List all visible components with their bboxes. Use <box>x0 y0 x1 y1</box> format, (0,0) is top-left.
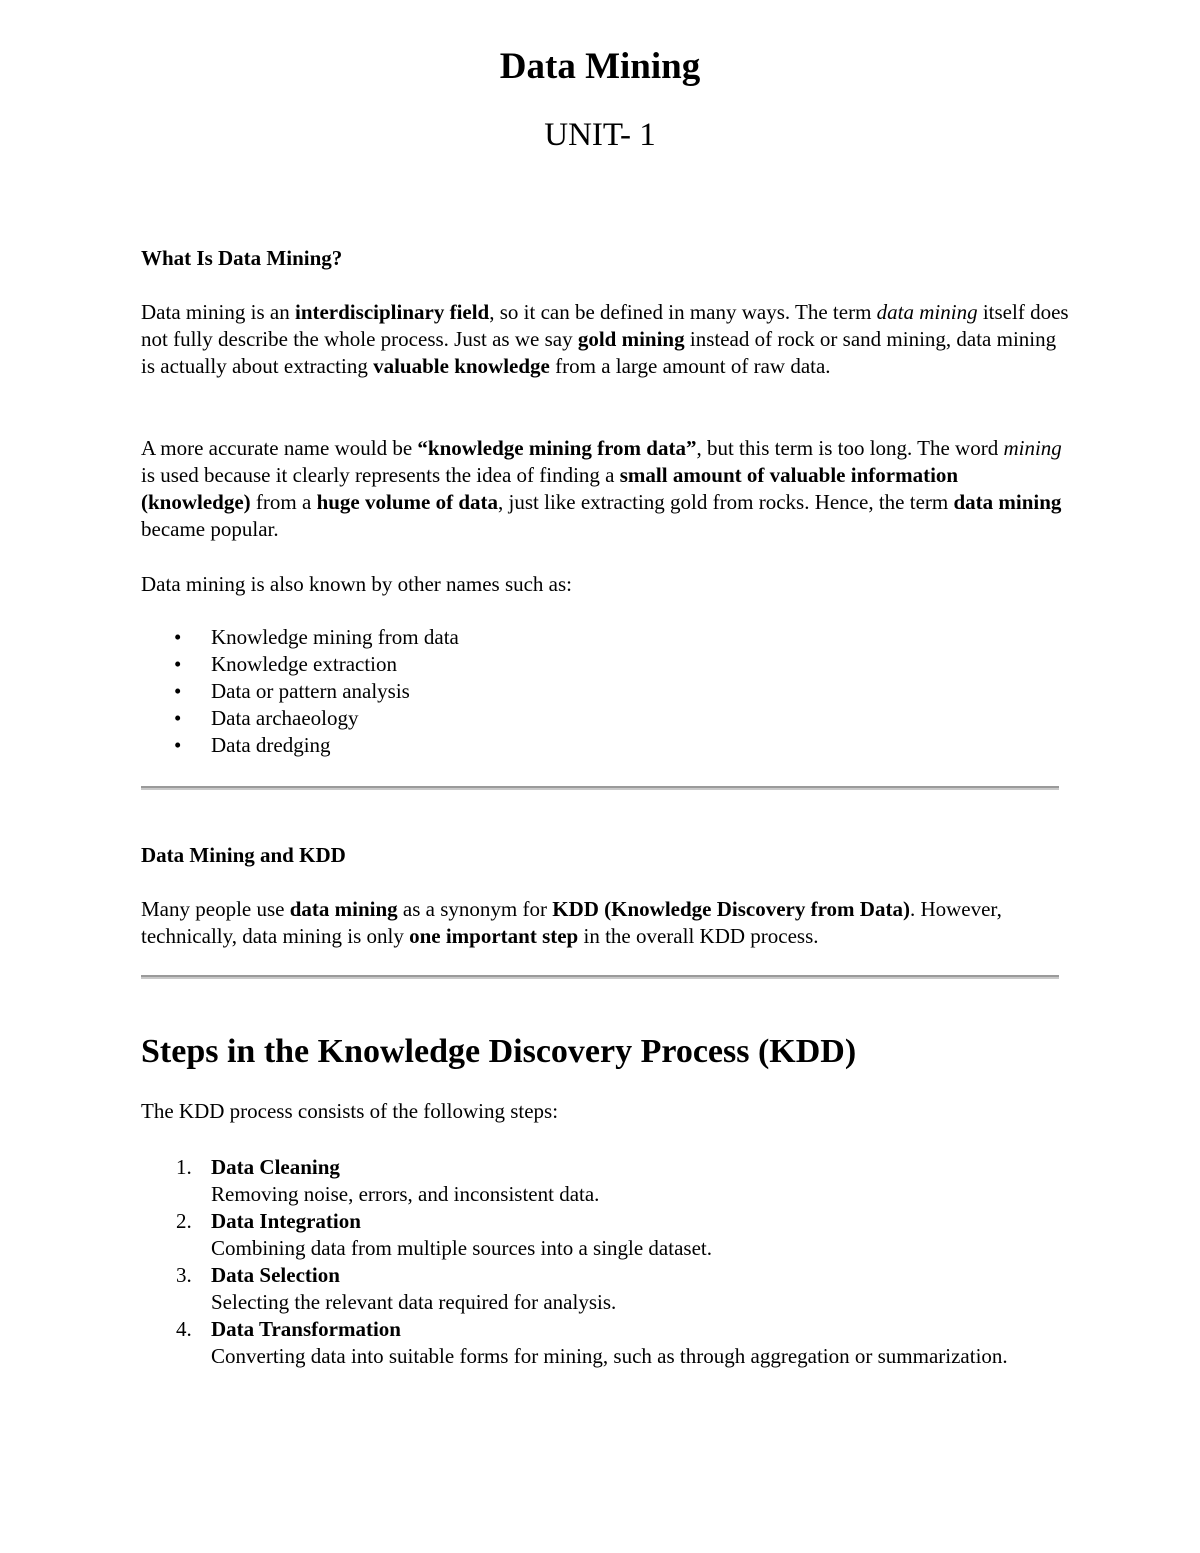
list-item <box>141 705 1041 732</box>
step-number: 1. <box>176 1155 192 1179</box>
emphasis-text: gold mining <box>577 327 685 351</box>
step-title: Data Selection <box>211 1263 340 1287</box>
paragraph-kdd-intro: The KDD process consists of the following steps: <box>141 1099 559 1123</box>
text-run: Data mining is an <box>141 300 295 324</box>
step-number: 3. <box>176 1263 192 1287</box>
italic-text: data mining <box>876 300 978 324</box>
text-run: from a large amount of raw data. <box>549 354 831 378</box>
horizontal-divider <box>141 975 1059 979</box>
paragraph-knowledge-mining <box>141 435 1071 543</box>
list-item-text: Data or pattern analysis <box>211 679 410 703</box>
section-heading-what-is-data-mining: What Is Data Mining? <box>141 246 343 270</box>
emphasis-text: one important step <box>409 924 579 948</box>
unit-label: UNIT- 1 <box>544 117 656 153</box>
step-title: Data Cleaning <box>211 1155 340 1179</box>
list-item <box>141 1208 1041 1262</box>
list-item <box>141 1316 1041 1370</box>
list-item <box>141 1262 1041 1316</box>
section-heading-data-mining-and-kdd: Data Mining and KDD <box>141 843 346 867</box>
list-item-text: Knowledge extraction <box>211 652 398 676</box>
list-item-text: Data dredging <box>211 733 331 757</box>
bullet-icon: • <box>174 625 182 649</box>
emphasis-text: “knowledge mining from data” <box>417 436 697 460</box>
list-item <box>141 1154 1041 1208</box>
text-run: as a synonym for <box>397 897 553 921</box>
kdd-steps-list <box>141 1154 1041 1370</box>
paragraph-kdd-synonym <box>141 896 1071 950</box>
list-item <box>141 678 1041 705</box>
bullet-icon: • <box>174 706 182 730</box>
emphasis-text: data mining <box>289 897 398 921</box>
text-run: , but this term is too long. The word <box>696 436 1004 460</box>
list-item <box>141 651 1041 678</box>
list-item <box>141 624 1041 651</box>
bullet-icon: • <box>174 679 182 703</box>
paragraph-other-names: Data mining is also known by other names such as: <box>141 572 573 596</box>
step-number: 2. <box>176 1209 192 1233</box>
emphasis-text: small amount of valuable information (knowledge) <box>141 463 959 514</box>
bullet-icon: • <box>174 733 182 757</box>
section-heading-kdd-steps: Steps in the Knowledge Discovery Process (KDD) <box>141 1033 857 1070</box>
text-run: became popular. <box>141 517 279 541</box>
emphasis-text: huge volume of data <box>316 490 499 514</box>
text-run: is used because it clearly represents the idea of finding a <box>141 463 620 487</box>
step-description: Converting data into suitable forms for mining, such as through aggregation or summarization. <box>211 1344 1008 1368</box>
emphasis-text: interdisciplinary field <box>294 300 490 324</box>
italic-text: mining <box>1003 436 1062 460</box>
text-run: , just like extracting gold from rocks. Hence, the term <box>498 490 954 514</box>
list-item-text: Data archaeology <box>211 706 359 730</box>
horizontal-divider <box>141 786 1059 790</box>
bullet-icon: • <box>174 652 182 676</box>
emphasis-text: valuable knowledge <box>373 354 550 378</box>
text-run: Many people use <box>141 897 290 921</box>
text-run: itself does not fully describe the whole process. Just as we say <box>141 300 1069 351</box>
list-item-text: Knowledge mining from data <box>211 625 459 649</box>
list-item <box>141 732 1041 759</box>
text-run: in the overall KDD process. <box>578 924 819 948</box>
alias-list <box>141 624 1041 759</box>
emphasis-text: KDD (Knowledge Discovery from Data) <box>552 897 910 921</box>
step-description: Selecting the relevant data required for analysis. <box>211 1290 617 1314</box>
emphasis-text: data mining <box>953 490 1062 514</box>
step-title: Data Transformation <box>211 1317 401 1341</box>
step-number: 4. <box>176 1317 192 1341</box>
text-run: , so it can be defined in many ways. The term <box>489 300 877 324</box>
text-run: instead of rock or sand mining, data mining is actually about extracting <box>141 327 1057 378</box>
step-description: Removing noise, errors, and inconsistent data. <box>211 1182 600 1206</box>
step-description: Combining data from multiple sources into a single dataset. <box>211 1236 712 1260</box>
text-run: . However, technically, data mining is only <box>141 897 1002 948</box>
text-run: A more accurate name would be <box>141 436 418 460</box>
paragraph-definition <box>141 299 1071 380</box>
text-run: from a <box>250 490 317 514</box>
step-title: Data Integration <box>211 1209 361 1233</box>
document-title: Data Mining <box>499 46 701 87</box>
